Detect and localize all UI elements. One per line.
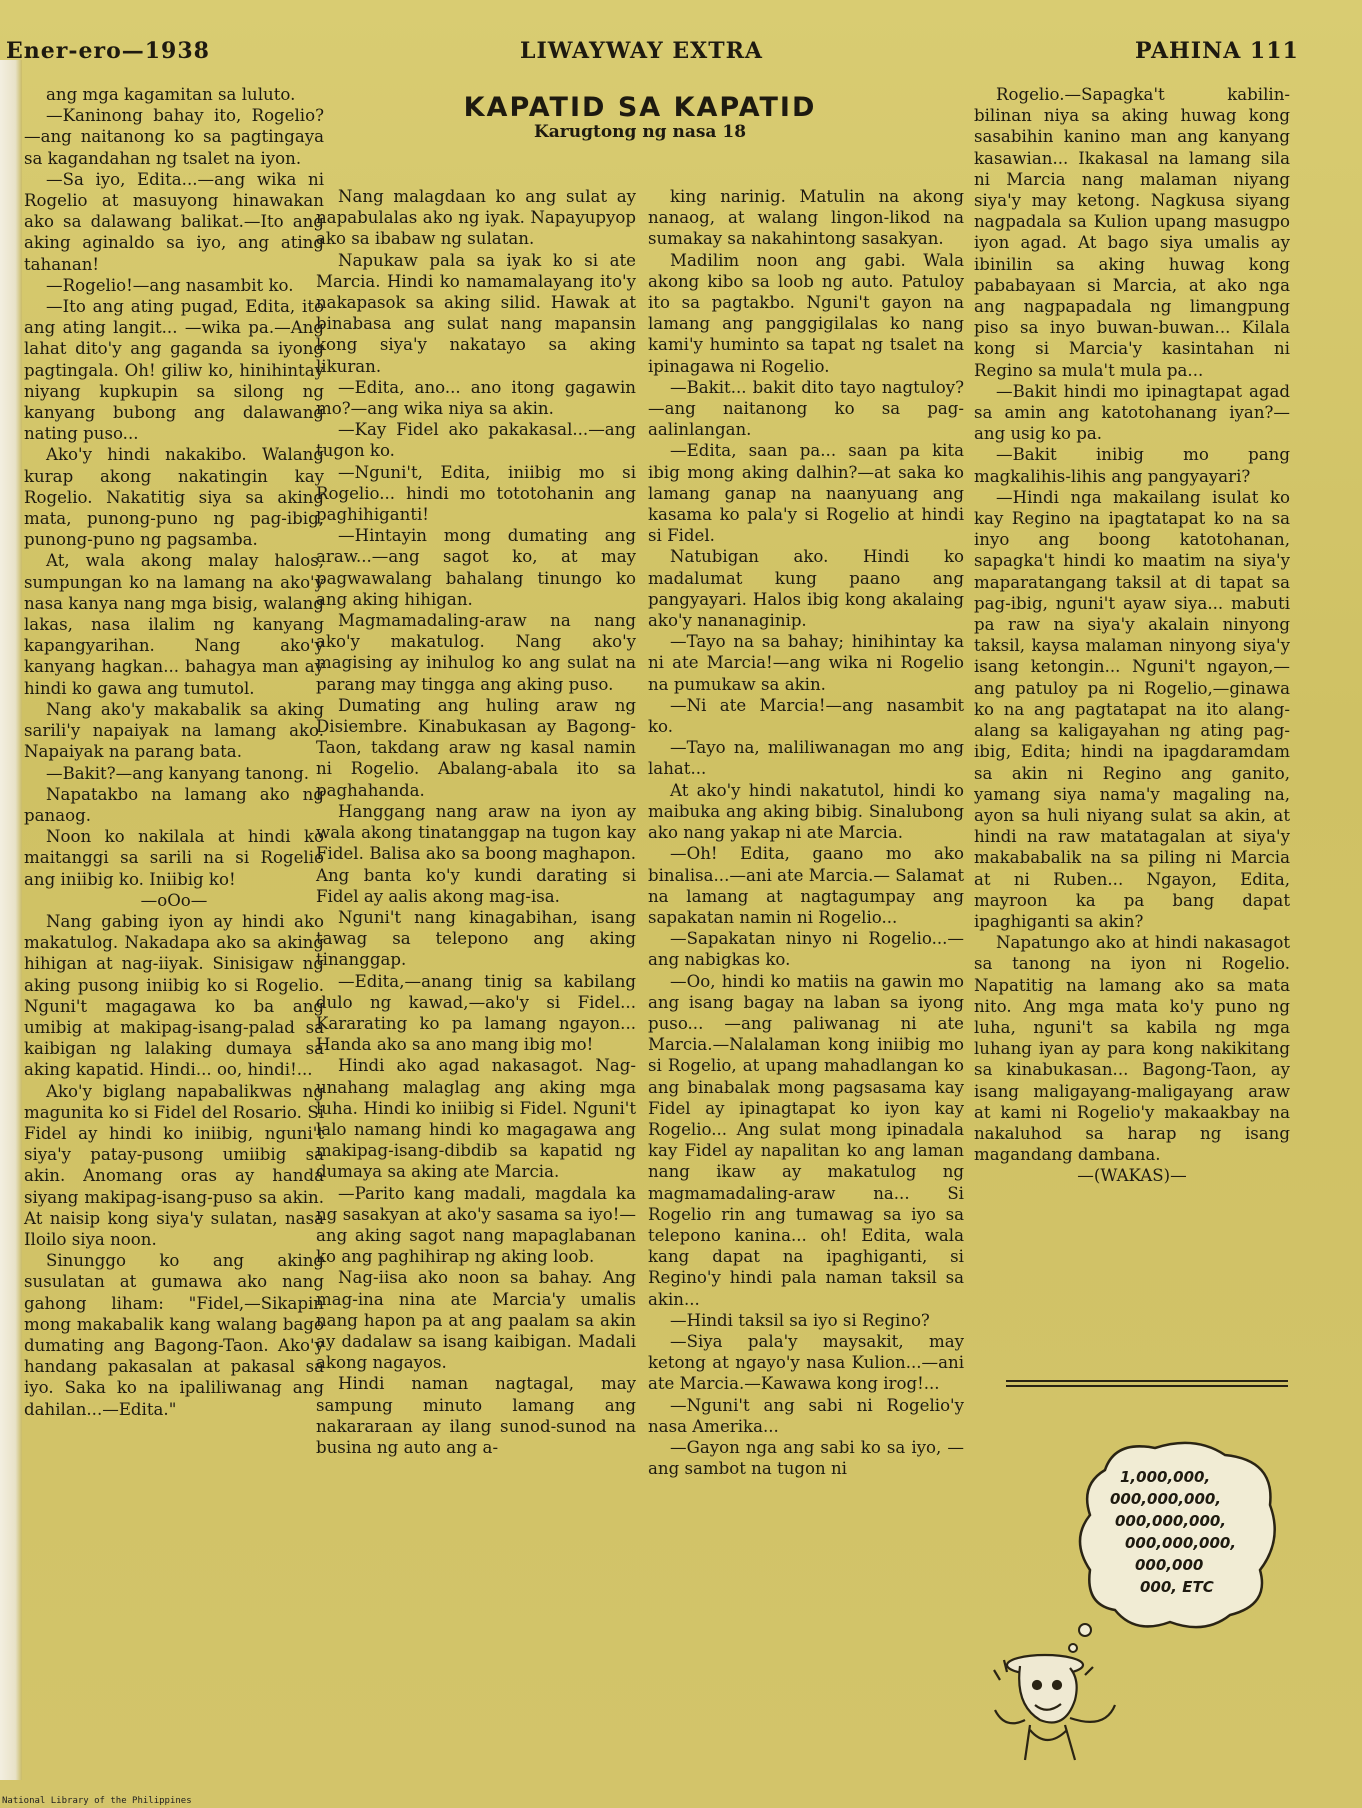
paragraph: Nang ako'y makabalik sa aking sarili'y napaiyak na lamang ako. Napaiyak na parang bata. <box>24 699 324 762</box>
paragraph: Nag-iisa ako noon sa bahay. Ang mag-ina nina ate Marcia'y umalis nang hapon pa at ang paalam sa akin ay dadalaw sa isang kaibigan. Madali akong nagayos. <box>316 1268 636 1373</box>
paragraph: Magmamadaling-araw na nang ako'y makatulog. Nang ako'y magising ay inihulog ko ang sulat na parang may tingga ang aking puso. <box>316 611 636 694</box>
paragraph: —Sapakatan ninyo ni Rogelio...—ang nabigkas ko. <box>648 929 964 970</box>
paragraph: Napatakbo na lamang ako ng panaog. <box>24 784 324 825</box>
torn-left-margin <box>0 60 22 1780</box>
paragraph: —(WAKAS)— <box>1077 1166 1187 1186</box>
paragraph: —Edita, saan pa... saan pa kita ibig mong aking dalhin?—at saka ko lamang ganap na naanyuang ang kasama ko pala'y si Rogelio at hindi si Fidel. <box>648 441 964 546</box>
story-subtitle: Karugtong ng nasa 18 <box>533 122 747 142</box>
header-date: Ener‑ero—1938 <box>6 38 210 64</box>
footer-credit: National Library of the Philippines <box>2 1796 192 1806</box>
paragraph: —Parito kang madali, magdala ka ng sasakyan at ako'y sasama sa iyo!—ang aking sagot nang mapaglabanan ko ang paghihirap ng aking loob. <box>316 1183 636 1267</box>
paragraph: —Ito ang ating pugad, Edita, ito ang ating langit... —wika pa.—Ang lahat dito'y ang gaganda sa iyong pagtingala. Oh! giliw ko, hinihintay niyang kupkupin sa silong ng kanyang bubong ang dalawang nating puso... <box>24 297 324 444</box>
text-column-1 <box>24 84 324 1694</box>
paragraph: —Hintayin mong dumating ang araw...—ang sagot ko, at may pagwawalang bahalang tinungo ko ang aking hihigan. <box>316 526 636 609</box>
bubble-line: 000,000,000, <box>1125 1534 1237 1552</box>
paragraph: —Bakit?—ang kanyang tanong. <box>46 763 309 783</box>
paragraph: king narinig. Matulin na akong nanaog, at walang lingon-likod na sumakay sa nakahintong sasakyan. <box>648 187 964 249</box>
bubble-line: 000,000 <box>1135 1556 1204 1574</box>
paragraph: —Kaninong bahay ito, Rogelio?—ang naitanong ko sa pagtingaya sa kagandahan ng tsalet na iyon. <box>24 106 324 168</box>
paragraph: —Edita,—anang tinig sa kabilang dulo ng kawad,—ako'y si Fidel... Kararating ko pa lamang ngayon... Handa ako sa ano mang ibig mo! <box>316 971 636 1055</box>
paragraph: —Oo, hindi ko matiis na gawin mo ang isang bagay na laban sa iyong puso... —ang paliwanag ni ate Marcia.—Nalalaman kong iniibig mo si Rogelio, at upang mahadlangan ko ang binabalak mong pagsasama kay Fidel ay ipinagtapat ko iyon kay Rogelio... Ang sulat mong ipinadala kay Fidel ay napalitan ko ang laman nang ikaw ay makatulog ng magmamadaling-araw na... Si Rogelio rin ang tumawag sa iyo sa telepono kanina... oh! Edita, wala kang dapat na ipaghiganti, si Regino'y hindi pala naman taksil sa akin... <box>648 971 964 1309</box>
bubble-line: 000,000,000, <box>1110 1490 1222 1508</box>
paragraph: Hindi ako agad nakasagot. Nag-unahang malaglag ang aking mga luha. Hindi ko iniibig si Fidel. Nguni't lalo namang hindi ko magagawa ang makipag-isang-dibdib sa kapatid ng dumaya sa aking ate Marcia. <box>316 1056 636 1182</box>
paragraph: Ako'y biglang napabalikwas ng magunita ko si Fidel del Rosario. Si Fidel ay hindi ko iniibig, nguni't siya'y patay-pusong umiibig sa akin. Anomang oras ay handa siyang makipag-isang-puso sa akin. At naisip kong siya'y sulatan, nasa Iloilo siya noon. <box>24 1081 324 1249</box>
text-column-3 <box>648 186 964 1746</box>
paragraph: —Bakit hindi mo ipinagtapat agad sa amin ang katotohanang iyan?—ang usig ko pa. <box>974 381 1290 444</box>
paragraph: —Hindi nga makailang isulat ko kay Regino na ipagtatapat ko na sa inyo ang boong katotohanan, sapagka't hindi ko maatim na siya'y maparatangang taksil at di tapat sa pag-ibig, nguni't ayaw siya... mabuti pa raw na siya'y akalain ninyong taksil, kaysa malaman ninyong siya'y isang ketongin... Nguni't ngayon,— ang patuloy pa ni Rogelio,—ginawa ko na ang pagtatapat na ito alang-alang sa kaligayahan ng ating pag-ibig, Edita; hindi na ipagdaramdam sa akin ni Regino ang ganito, yamang siya nama'y magaling na, ayon sa huli niyang sulat sa akin, at hindi na raw matatagalan at siya'y makababalik na sa piling ni Marcia at ni Ruben... Ngayon, Edita, mayroon ka pa bang dapat ipaghiganti sa akin? <box>974 487 1290 931</box>
header-publication: LIWAYWAY EXTRA <box>520 38 763 64</box>
paragraph: —Kay Fidel ako pakakasal...—ang tugon ko. <box>316 420 636 461</box>
paragraph: —Nguni't, Edita, iniibig mo si Rogelio... hindi mo tototohanin ang paghihiganti! <box>316 462 636 525</box>
bubble-line: 000,000,000, <box>1115 1512 1227 1530</box>
paragraph: —Ni ate Marcia!—ang nasambit ko. <box>648 695 964 737</box>
paragraph: Hanggang nang araw na iyon ay wala akong tinatanggap na tugon kay Fidel. Balisa ako sa boong maghapon. Ang banta ko'y kundi darating si Fidel ay aalis akong mag-isa. <box>316 801 636 906</box>
paragraph: At ako'y hindi nakatutol, hindi ko maibuka ang aking bibig. Sinalubong ako nang yakap ni ate Marcia. <box>648 780 964 843</box>
paragraph: —Rogelio!—ang nasambit ko. <box>46 275 294 295</box>
paragraph: —Tayo na sa bahay; hinihintay ka ni ate Marcia!—ang wika ni Rogelio na pumukaw sa akin. <box>648 632 964 694</box>
paragraph: —Tayo na, maliliwanagan mo ang lahat... <box>648 738 964 779</box>
paragraph: —Gayon nga ang sabi ko sa iyo, —ang sambot na tugon ni <box>648 1437 964 1479</box>
paragraph: At, wala akong malay halos, sumpungan ko na lamang na ako'y nasa kanya nang mga bisig, walang lakas, nasa ilalim ng kanyang kapangyarihan. Nang ako'y kanyang hagkan... bahagya man ay hindi ko gawa ang tumutol. <box>24 551 324 698</box>
text-column-2 <box>316 186 636 1746</box>
paragraph: —Siya pala'y maysakit, may ketong at ngayo'y nasa Kulion...—ani ate Marcia.—Kawawa kong irog!... <box>648 1331 964 1394</box>
text-column-4 <box>974 84 1290 1186</box>
paragraph: —Bakit... bakit dito tayo nagtuloy?—ang naitanong ko sa pag-aalinlangan. <box>648 377 964 440</box>
page-header <box>0 38 1362 78</box>
paragraph: Sinunggo ko ang aking susulatan at gumawa ako nang gahong liham: "Fidel,—Sikapin mong makabalik kang walang bago dumating ang Bagong-Taon. Ako'y handang pakasalan at pakasal sa iyo. Saka ko na ipaliliwanag ang dahilan...—Edita." <box>24 1251 324 1419</box>
paragraph: —Edita, ano... ano itong gagawin mo?—ang wika niya sa akin. <box>316 377 636 419</box>
paragraph: Dumating ang huling araw ng Disiembre. Kinabukasan ay Bagong-Taon, takdang araw ng kasal namin ni Rogelio. Abalang-abala ito sa paghahanda. <box>316 695 636 800</box>
paragraph: ang mga kagamitan sa luluto. <box>46 85 296 104</box>
header-page-number: PAHINA 111 <box>1135 38 1299 64</box>
paragraph: Noon ko nakilala at hindi ko maitanggi sa sarili na si Rogelio ang iniibig ko. Iniibig ko! <box>24 827 324 889</box>
paragraph: Napukaw pala sa iyak ko si ate Marcia. Hindi ko namamalayang ito'y nakapasok sa aking silid. Hawak at binabasa ang sulat nang mapansin kong siya'y nakatayo sa aking likuran. <box>316 250 636 376</box>
bubble-dot <box>1079 1624 1091 1636</box>
paragraph: Hindi naman nagtagal, may sampung minuto lamang ang nakararaan ay ilang sunod-sunod na busina ng auto ang a- <box>316 1374 636 1457</box>
paragraph: Madilim noon ang gabi. Wala akong kibo sa loob ng auto. Patuloy ito sa pagtakbo. Nguni't gayon na lamang ang panggigilalas ko nang kami'y huminto sa tapat ng tsalet na ipinagawa ni Rogelio. <box>648 250 964 376</box>
story-title: KAPATID SA KAPATID <box>463 92 817 123</box>
paragraph: Napatungo ako at hindi nakasagot sa tanong na iyon ni Rogelio. Napatitig na lamang ako sa mata nito. Ang mga mata ko'y puno ng luha, nguni't sa kabila ng mga luhang iyan ay para kong nakikitang sa kinabukasan... Bagong-Taon, ay isang maligayang-maligayang araw at kami ni Rogelio'y makaakbay na nakaluhod sa harap ng isang magandang dambana. <box>974 933 1290 1165</box>
cartoon-illustration <box>985 1430 1285 1760</box>
cartoon-figure <box>994 1655 1115 1760</box>
paragraph: Ako'y hindi nakakibo. Walang kurap akong nakatingin kay Rogelio. Nakatitig siya sa aking mata, punong-puno ng pag-ibig, punong-puno ng pagsamba. <box>24 445 324 550</box>
divider-rule <box>1006 1385 1288 1387</box>
paragraph: Rogelio.—Sapagka't kabilin-bilinan niya sa aking huwag kong sasabihin kanino man ang kanyang kasawian... Ikakasal na lamang sila ni Marcia nang malaman niyang siya'y may ketong. Nagkusa siyang nagpadala sa Kulion upang masugpo iyon agad. At bago siya umalis ay ibinilin sa aking huwag kong pababayaan si Marcia, at ako nga ang nagpapadala ng limangpung piso sa inyo buwan-buwan... Kilala kong si Marcia'y kasintahan ni Regino sa mula't mula pa... <box>974 85 1290 380</box>
paragraph: —Hindi taksil sa iyo si Regino? <box>670 1310 930 1330</box>
divider-rule <box>1006 1380 1288 1382</box>
paragraph: Nguni't nang kinagabihan, isang tawag sa telepono ang aking tinanggap. <box>316 907 636 970</box>
paragraph: Nang malagdaan ko ang sulat ay napabulalas ako ng iyak. Napayupyop ako sa ibabaw ng sulatan. <box>316 187 636 249</box>
paragraph: —Sa iyo, Edita...—ang wika ni Rogelio at masuyong hinawakan ako sa dalawang balikat.—Ito ang aking aginaldo sa iyo, ang ating tahanan! <box>24 169 324 274</box>
paragraph: Nang gabing iyon ay hindi ako makatulog. Nakadapa ako sa aking hihigan at nag-iiyak. Sinisigaw ng aking pusong iniibig ko si Rogelio. Nguni't magagawa ko ba ang umibig at makipag-isang-palad sa kaibigan ng lalaking dumaya sa aking kapatid. Hindi... oo, hindi!... <box>24 911 324 1080</box>
bubble-line: 000, ETC <box>1140 1578 1214 1596</box>
paragraph: —Nguni't ang sabi ni Rogelio'y nasa Amerika... <box>648 1395 964 1436</box>
paragraph: —Oh! Edita, gaano mo ako binalisa...—ani ate Marcia.— Salamat na lamang at nagtagumpay ang sapakatan namin ni Rogelio... <box>648 844 964 927</box>
paragraph: —Bakit inibig mo pang magkalihis-lihis ang pangyayari? <box>974 445 1290 486</box>
paragraph: Natubigan ako. Hindi ko madalumat kung paano ang pangyayari. Halos ibig kong akalaing ako'y nananaginip. <box>648 547 964 631</box>
bubble-dot <box>1069 1644 1077 1652</box>
paragraph: —oOo— <box>140 890 208 910</box>
bubble-line: 1,000,000, <box>1120 1468 1211 1486</box>
